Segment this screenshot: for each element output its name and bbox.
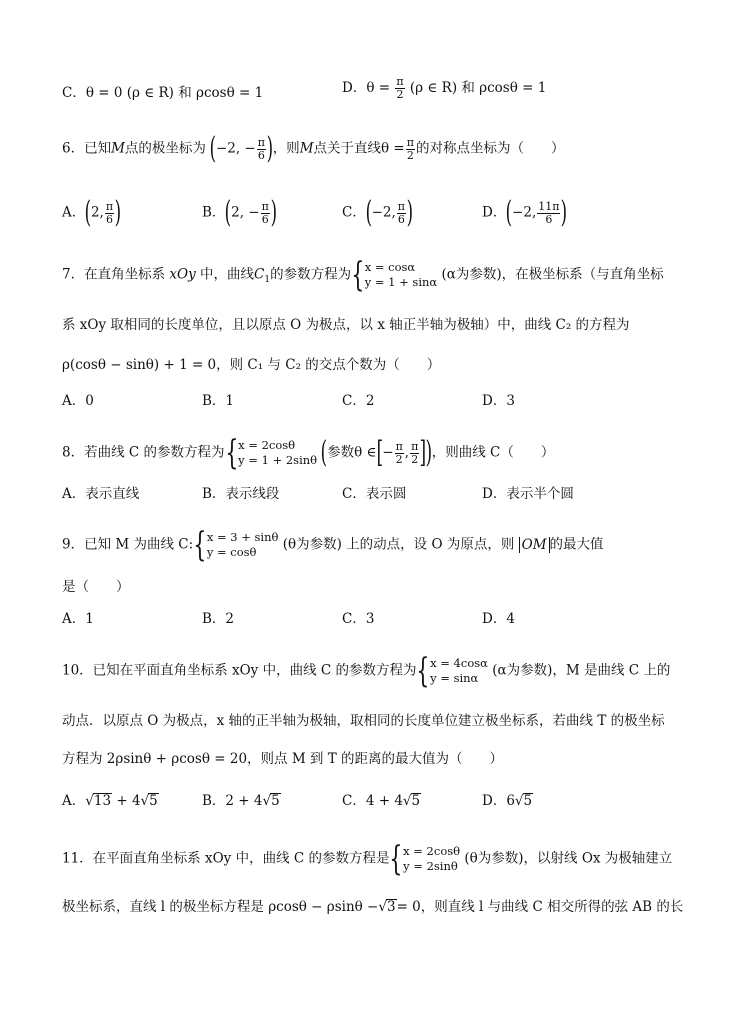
q8-right-paren: ) [425,435,433,470]
q6-text1: 点的极坐标为 [124,140,206,157]
q10-option-c-sqrt5: 5 [411,793,421,809]
q9-tail: 的最大值 [549,536,604,553]
q9-stem [62,525,604,565]
q9-brace: { [193,525,207,565]
q6-line-fraction: $\frac{\pi}{2}$ [406,135,414,162]
q6-option-a-label: A． [62,204,86,221]
q7-option-a: A．0 [62,393,94,409]
q6-option-c-label: C． [342,204,366,221]
q9-abs-om: OM [519,537,550,553]
q10-option-b-sqrt5: 5 [271,793,280,809]
q8-prefix: 8．若曲线 C 的参数方程为 [62,444,225,461]
q11-brace: { [389,839,403,879]
q6-option-d: D．(−2, $\frac{11\pi}{6}$ ) [482,195,568,230]
q9-text: (θ为参数) 上的动点，设 O 为原点，则 [282,536,515,553]
q8-tail: ，则曲线 C（ ） [431,444,555,461]
q6-option-b-value: 2, − [231,204,260,221]
q6-option-b: B．(2, − $\frac{\pi}{6}$ ) [202,195,277,230]
q5-option-d-prefix: D．θ = [342,80,391,96]
q8-stem: 8．若曲线 C 的参数方程为{ x = 2cosθ y = 1 + 2sinθ (参数θ ∈[− $\frac{\pi}{2}$ , $\frac{\pi}{2}$ ])，则曲线 C（ ） [62,433,555,473]
q10-option-b: B．2 + 4√5 [202,793,280,809]
q7-text1: 中，曲线 [200,266,254,283]
q10-brace: { [416,651,430,691]
q11-stem-line2: 极坐标系，直线 l 的极坐标方程是 ρcosθ − ρsinθ −√3= 0，则直线 l 与曲线 C 相交所得的弦 AB 的长 [62,899,684,915]
q6-option-a-value: 2, [90,204,104,221]
q7-line3-text: ρ(cosθ − sinθ) + 1 = 0，则 C₁ 与 C₂ 的交点个数为（ ） [62,357,441,373]
q7-line2-text: 系 xOy 取相同的长度单位，且以原点 O 为极点，以 x 轴正半轴为极轴）中，曲线 C₂ 的方程为 [62,317,630,333]
q6-option-d-label: D． [482,204,507,221]
q7-text2: 的参数方程为 [270,266,352,283]
q6-option-a: A．(2, $\frac{\pi}{6}$ ) [62,195,122,230]
q11-system: x = 2cosθ y = 2sinθ [403,844,461,873]
q8-left-paren: ( [321,435,328,470]
q6-option-b-label: B． [202,204,226,221]
q7-stem-line1: 7．在直角坐标系 xOy 中，曲线$C_1$的参数方程为{ x = cosα y = 1 + sinα (α为参数)，在极坐标系（与直角坐标 [62,255,664,295]
q7-option-c: C．2 [342,393,375,409]
q6-option-c: C．(−2, $\frac{\pi}{6}$ ) [342,195,414,230]
q7-c1: C [254,266,265,283]
q10-option-a-sqrt5: 5 [149,793,158,809]
q10-option-d: D．6√5 [482,793,533,809]
q7-prefix: 7．在直角坐标系 [62,266,166,283]
q9-option-a: A．1 [62,611,94,627]
q6-coord: −2, − [215,140,256,157]
q11-sqrt3: 3 [386,899,396,915]
q9-option-b: B．2 [202,611,235,627]
q10-option-c: C．4 + 4√5 [342,793,421,809]
q10-system: x = 4cosα y = sinα [430,656,488,685]
q7-system: x = cosα y = 1 + sinα [364,260,438,289]
q6-text2: ，则 [272,140,300,157]
q10-stem-line1 [62,651,671,691]
q5-option-d-fraction: $\frac{\pi}{2}$ [396,75,404,101]
q7-option-b: B．1 [202,393,235,409]
q11-stem-line1 [62,839,673,879]
q9-system: x = 3 + sinθ y = cosθ [206,530,279,559]
q8-option-b: B．表示线段 [202,486,280,502]
q10-stem-line3: 方程为 2ρsinθ + ρcosθ = 20，则点 M 到 T 的距离的最大值为（ ） [62,751,504,767]
q7-tail: (α为参数)，在极坐标系（与直角坐标 [441,266,664,283]
q11-line2-tail: = 0，则直线 l 与曲线 C 相交所得的弦 AB 的长 [396,899,684,915]
q11-tail: (θ为参数)，以射线 Ox 为极轴建立 [464,850,673,867]
q6-option-c-value: −2, [371,204,396,221]
q8-right-bracket: ] [419,435,427,470]
q10-prefix: 10．已知在平面直角坐标系 xOy 中，曲线 C 的参数方程为 [62,662,417,679]
q6-tail: 的对称点坐标为（ ） [415,140,565,157]
q9-stem-line2: 是（ ） [62,579,130,595]
q10-stem-line2: 动点．以原点 O 为极点，x 轴的正半轴为极轴，取相同的长度单位建立极坐标系，若曲线 T 的极坐标 [62,713,665,729]
q6-stem [62,131,565,166]
q9-prefix: 9．已知 M 为曲线 C: [62,536,194,553]
q7-stem-line3 [62,356,440,374]
q11-line2-prefix: 极坐标系，直线 l 的极坐标方程是 ρcosθ − ρsinθ − [62,899,379,915]
q7-brace: { [351,255,365,295]
q8-minus: − [382,444,394,461]
q5-option-d-suffix: (ρ ∈ R) 和 ρcosθ = 1 [409,80,547,96]
q7-stem-line2 [62,316,630,334]
q8-option-c: C．表示圆 [342,486,407,502]
q10-option-a-sqrt13: 13 [93,793,112,809]
q6-prefix: 6．已知 [62,140,112,157]
q5-option-c [62,84,263,102]
q8-system: x = 2cosθ y = 1 + 2sinθ [238,438,318,467]
q9-option-d: D．4 [482,611,515,627]
q6-point-m2: M [299,140,314,157]
q8-option-d: D．表示半个圆 [482,486,574,502]
q8-param: 参数θ ∈ [327,444,377,461]
q5-option-c-text: C．θ = 0 (ρ ∈ R) 和 ρcosθ = 1 [62,85,264,101]
q11-prefix: 11．在平面直角坐标系 xOy 中，曲线 C 的参数方程是 [62,850,390,867]
q6-theta: θ = [381,140,405,157]
q6-coord-fraction: $\frac{\pi}{6}$ [257,135,265,162]
q5-option-d [342,76,546,101]
q7-xoy: xOy [169,266,196,283]
q6-text3: 点关于直线 [313,140,382,157]
q6-left-paren: ( [209,131,217,166]
q8-option-a: A．表示直线 [62,486,140,502]
q10-option-d-sqrt5: 5 [523,793,533,809]
q10-option-a: A．√13 + 4√5 [62,793,158,809]
q10-tail: (α为参数)，M 是曲线 C 上的 [492,662,671,679]
q6-point-m: M [111,140,125,157]
q6-right-paren: ) [266,131,274,166]
q7-option-d: D．3 [482,393,515,409]
q9-option-c: C．3 [342,611,375,627]
q8-brace: { [224,433,238,473]
q8-left-bracket: [ [376,435,383,470]
q6-option-d-value: −2, [512,204,537,221]
